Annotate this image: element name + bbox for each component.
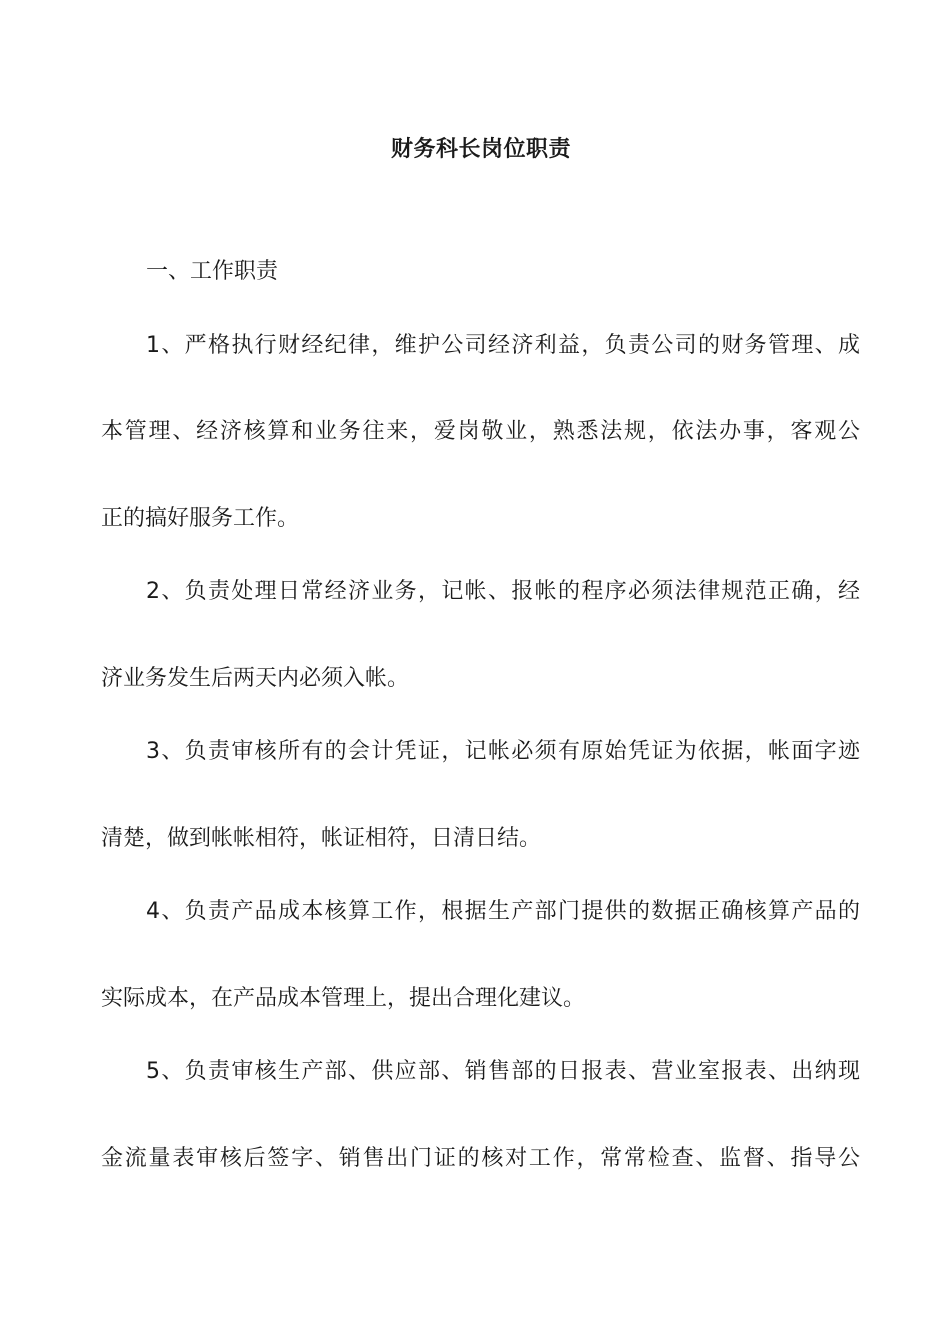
paragraph-line: 4、负责产品成本核算工作，根据生产部门提供的数据正确核算产品的: [146, 899, 860, 924]
paragraph-line: 2、负责处理日常经济业务，记帐、报帐的程序必须法律规范正确，经: [146, 579, 860, 604]
paragraph-line: 济业务发生后两天内必须入帐。: [101, 666, 410, 691]
document-title: 财务科长岗位职责: [390, 137, 571, 162]
paragraph-line: 清楚，做到帐帐相符，帐证相符，日清日结。: [101, 826, 542, 851]
paragraph-line: 本管理、经济核算和业务往来，爱岗敬业，熟悉法规，依法办事，客观公: [101, 419, 860, 444]
paragraph-line: 金流量表审核后签字、销售出门证的核对工作，常常检查、监督、指导公: [101, 1146, 860, 1171]
paragraph-line: 1、严格执行财经纪律，维护公司经济利益，负责公司的财务管理、成: [146, 333, 860, 358]
paragraph-line: 5、负责审核生产部、供应部、销售部的日报表、营业室报表、出纳现: [146, 1059, 860, 1084]
paragraph-line: 3、负责审核所有的会计凭证，记帐必须有原始凭证为依据，帐面字迹: [146, 739, 860, 764]
section-heading: 一、工作职责: [146, 259, 279, 284]
paragraph-line: 实际成本，在产品成本管理上，提出合理化建议。: [101, 986, 586, 1011]
paragraph-line: 正的搞好服务工作。: [101, 506, 300, 531]
